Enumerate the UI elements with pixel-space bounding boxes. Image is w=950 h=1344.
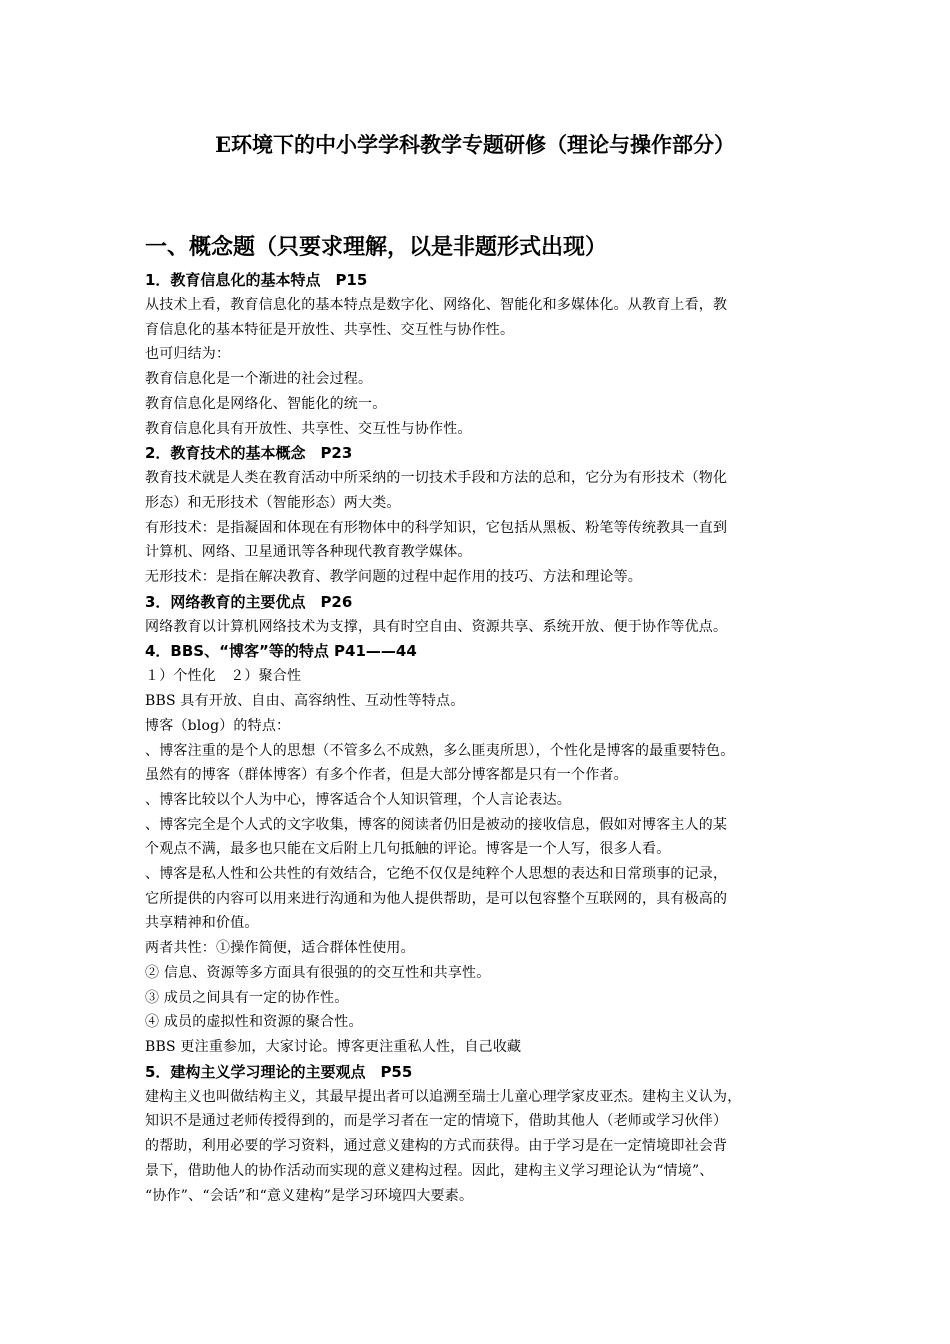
concept-item <box>145 590 845 640</box>
text-line: 个观点不满，最多也只能在文后附上几句抵触的评论。博客是一个人写，很多人看。 <box>145 841 671 858</box>
paragraph <box>145 1085 845 1209</box>
concept-heading: 5．建构主义学习理论的主要观点 P55 <box>145 1062 413 1081</box>
paragraph <box>145 392 845 417</box>
text-line: 虽然有的博客（群体博客）有多个作者，但是大部分博客都是只有一个作者。 <box>145 767 628 784</box>
text-line: １）个性化 ２）聚合性 <box>145 668 302 685</box>
text-line: 计算机、网络、卫星通讯等各种现代教育教学媒体。 <box>145 544 472 561</box>
text-line: BBS 具有开放、自由、高容纳性、互动性等特点。 <box>145 693 465 710</box>
text-line: 无形技术：是指在解决教育、教学问题的过程中起作用的技巧、方法和理论等。 <box>145 569 642 586</box>
text-line: 育信息化的基本特征是开放性、共享性、交互性与协作性。 <box>145 321 515 338</box>
text-line: 教育信息化是一个渐进的社会过程。 <box>145 371 373 388</box>
text-line: “协作”、“会话”和“意义建构”是学习环境四大要素。 <box>145 1187 474 1204</box>
text-line: 的帮助，利用必要的学习资料，通过意义建构的方式而获得。由于学习是在一定情境即社会背 <box>145 1138 728 1155</box>
paragraph <box>145 367 845 392</box>
paragraph <box>145 739 845 788</box>
text-line: 、博客比较以个人为中心，博客适合个人知识管理，个人言论表达。 <box>145 791 571 808</box>
text-line: 教育信息化是网络化、智能化的统一。 <box>145 395 387 412</box>
paragraph <box>145 862 845 936</box>
text-line: 它所提供的内容可以用来进行沟通和为他人提供帮助，是可以包容整个互联网的，具有极高的 <box>145 890 728 907</box>
concept-item <box>145 639 845 1059</box>
text-line: 知识不是通过老师传授得到的，而是学习者在一定的情境下，借助其他人（老师或学习伙伴） <box>145 1113 728 1130</box>
text-line: BBS 更注重参加，大家讨论。博客更注重私人性，自己收藏 <box>145 1038 522 1055</box>
text-line: 有形技术：是指凝固和体现在有形物体中的科学知识，它包括从黑板、粉笔等传统教具一直到 <box>145 519 728 536</box>
text-line: 也可归结为： <box>145 346 231 363</box>
text-line: 教育技术就是人类在教育活动中所采纳的一切技术手段和方法的总和，它分为有形技术（物化 <box>145 470 728 487</box>
text-line: 网络教育以计算机网络技术为支撑，具有时空自由、资源共享、系统开放、便于协作等优点。 <box>145 618 728 635</box>
text-line: 、博客是私人性和公共性的有效结合，它绝不仅仅是纯粹个人思想的表达和日常琐事的记录， <box>145 866 728 883</box>
paragraph <box>145 417 845 442</box>
paragraph <box>145 714 845 739</box>
concept-heading: 2．教育技术的基本概念 P23 <box>145 444 353 463</box>
paragraph <box>145 1035 845 1060</box>
text-line: 共享精神和价值。 <box>145 915 259 932</box>
text-line: 形态）和无形技术（智能形态）两大类。 <box>145 494 401 511</box>
concept-item <box>145 268 845 441</box>
text-line: 景下，借助他人的协作活动而实现的意义建构过程。因此，建构主义学习理论认为“情境”、 <box>145 1162 714 1179</box>
paragraph <box>145 516 845 565</box>
paragraph <box>145 936 845 961</box>
text-line: 博客（blog）的特点： <box>145 717 291 734</box>
text-line: 、博客完全是个人式的文字收集，博客的阅读者仍旧是被动的接收信息，假如对博客主人的某 <box>145 816 728 833</box>
paragraph <box>145 961 845 986</box>
document-title: E环境下的中小学学科教学专题研修（理论与操作部分） <box>214 132 735 157</box>
paragraph <box>145 664 845 689</box>
paragraph <box>145 466 845 515</box>
text-line: ③ 成员之间具有一定的协作性。 <box>145 989 349 1006</box>
paragraph <box>145 342 845 367</box>
paragraph <box>145 565 845 590</box>
paragraph <box>145 689 845 714</box>
document-body <box>145 232 845 1208</box>
text-line: 两者共性：①操作简便，适合群体性使用。 <box>145 940 415 957</box>
section-title: 一、概念题（只要求理解，以是非题形式出现） <box>145 235 608 260</box>
paragraph <box>145 615 845 640</box>
paragraph <box>145 813 845 862</box>
text-line: 从技术上看，教育信息化的基本特点是数字化、网络化、智能化和多媒体化。从教育上看，教 <box>145 297 728 313</box>
text-line: 、博客注重的是个人的思想（不管多么不成熟，多么匪夷所思），个性化是博客的最重要特色。 <box>145 742 735 759</box>
paragraph <box>145 788 845 813</box>
paragraph <box>145 293 845 342</box>
concept-heading: 4．BBS、“博客”等的特点 P41——44 <box>145 642 417 661</box>
text-line: 教育信息化具有开放性、共享性、交互性与协作性。 <box>145 420 472 437</box>
text-line: ④ 成员的虚拟性和资源的聚合性。 <box>145 1014 363 1031</box>
concept-heading: 1．教育信息化的基本特点 P15 <box>145 271 368 289</box>
concept-list <box>145 268 845 1208</box>
text-line: 建构主义也叫做结构主义，其最早提出者可以追溯至瑞士儿童心理学家皮亚杰。建构主义认为， <box>145 1088 742 1105</box>
concept-heading: 3．网络教育的主要优点 P26 <box>145 592 353 611</box>
paragraph <box>145 986 845 1011</box>
text-line: ② 信息、资源等多方面具有很强的的交互性和共享性。 <box>145 964 491 981</box>
concept-item <box>145 1060 845 1209</box>
paragraph <box>145 1010 845 1035</box>
concept-item <box>145 441 845 590</box>
